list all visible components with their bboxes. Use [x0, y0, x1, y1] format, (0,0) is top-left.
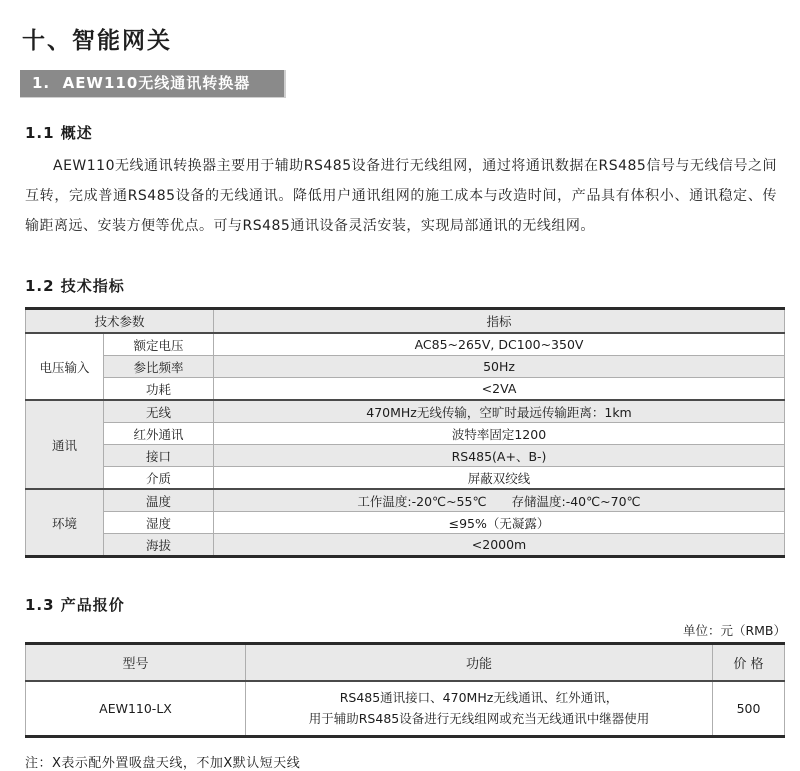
product-price: 500 — [713, 681, 785, 737]
table-row — [26, 400, 785, 423]
spec-value: <2VA — [214, 378, 785, 401]
spec-param: 功耗 — [104, 378, 214, 401]
spec-value: AC85~265V, DC100~350V — [214, 333, 785, 356]
spec-group-voltage: 电压输入 — [26, 333, 104, 400]
spec-param: 接口 — [104, 445, 214, 467]
spec-group-comm: 通讯 — [26, 400, 104, 489]
spec-param: 参比频率 — [104, 356, 214, 378]
spec-table — [25, 307, 785, 558]
footnote: 注：X表示配外置吸盘天线，不加X默认短天线 — [25, 756, 301, 771]
pricing-unit-label: 单位：元（RMB） — [682, 623, 786, 638]
pricing-heading: 1.3 产品报价 — [25, 596, 125, 614]
overview-paragraph: AEW110无线通讯转换器主要用于辅助RS485设备进行无线组网，通过将通讯数据在RS485信号与无线信号之间互转，完成普通RS485设备的无线通讯。降低用户通讯组网的施工成本与改造时间，产品具有体积小、通讯稳定、传输距离远、安装方便等优点。可与RS485通讯设备灵活安装，实现局部通讯的无线组网。 — [25, 158, 777, 234]
product-model: AEW110-LX — [26, 681, 246, 737]
product-function — [246, 681, 713, 737]
spec-param: 红外通讯 — [104, 423, 214, 445]
table-row — [26, 333, 785, 356]
table-row — [26, 423, 785, 445]
price-table — [25, 642, 785, 738]
spec-value: <2000m — [214, 534, 785, 557]
spec-header-param: 技术参数 — [26, 309, 214, 334]
specs-heading: 1.2 技术指标 — [25, 277, 125, 295]
spec-value: 470MHz无线传输，空旷时最远传输距离：1km — [214, 400, 785, 423]
spec-header-row — [26, 309, 785, 334]
table-row — [26, 534, 785, 557]
product-function-line2: 用于辅助RS485设备进行无线组网或充当无线通讯中继器使用 — [308, 710, 650, 726]
table-row — [26, 356, 785, 378]
page-title: 十、智能网关 — [22, 28, 172, 54]
spec-value: RS485(A+、B-) — [214, 445, 785, 467]
price-header-price: 价 格 — [713, 644, 785, 682]
spec-header-value: 指标 — [214, 309, 785, 334]
product-function-line1: RS485通讯接口、470MHz无线通讯、红外通讯， — [339, 689, 619, 705]
spec-param: 介质 — [104, 467, 214, 490]
spec-param: 额定电压 — [104, 333, 214, 356]
spec-group-env: 环境 — [26, 489, 104, 557]
spec-value: 波特率固定1200 — [214, 423, 785, 445]
spec-param: 海拔 — [104, 534, 214, 557]
spec-param: 温度 — [104, 489, 214, 512]
spec-param: 无线 — [104, 400, 214, 423]
spec-param: 湿度 — [104, 512, 214, 534]
spec-value: ≤95%（无凝露） — [214, 512, 785, 534]
document-page — [0, 22, 800, 771]
table-row — [26, 512, 785, 534]
price-header-row — [26, 644, 785, 682]
spec-value: 50Hz — [214, 356, 785, 378]
price-header-function: 功能 — [246, 644, 713, 682]
table-row — [26, 378, 785, 401]
table-row — [26, 489, 785, 512]
overview-heading: 1.1 概述 — [25, 124, 93, 142]
table-row — [26, 445, 785, 467]
section-banner: 1. AEW110无线通讯转换器 — [20, 70, 286, 98]
spec-value: 屏蔽双绞线 — [214, 467, 785, 490]
price-header-model: 型号 — [26, 644, 246, 682]
table-row — [26, 681, 785, 737]
spec-value: 工作温度:-20℃~55℃ 存储温度:-40℃~70℃ — [214, 489, 785, 512]
table-row — [26, 467, 785, 490]
